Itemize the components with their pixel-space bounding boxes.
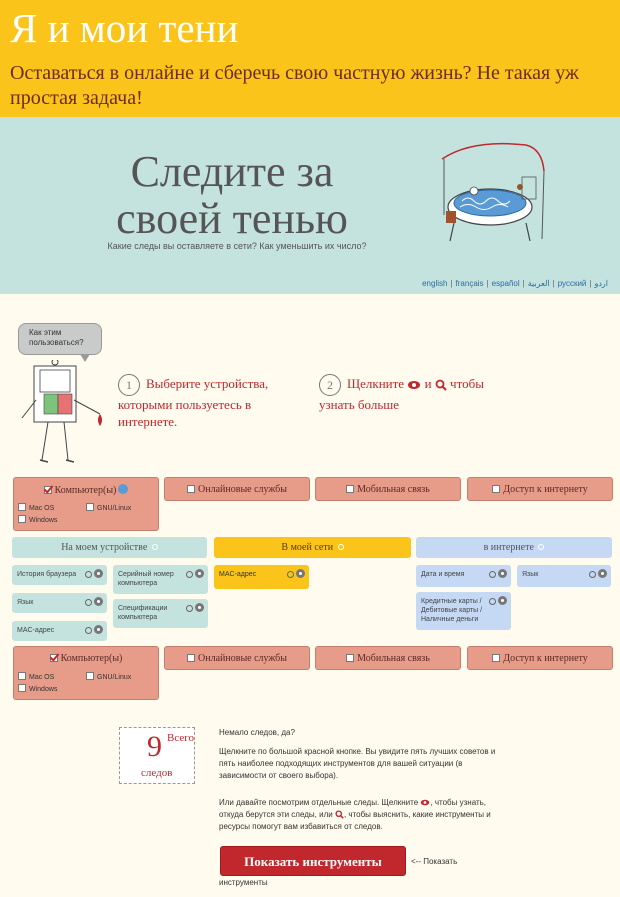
show-tools-hint-word: инструменты [219,878,268,887]
lang-french[interactable]: français [455,279,484,288]
help-line1: Как этим [29,328,62,337]
info-p3-part-c: , чтобы выяснить, какие инструменты и ресурсы помогут вам избавиться от следов. [219,810,491,831]
category-internet[interactable] [416,537,612,558]
macos-label: Mac OS [29,674,55,681]
online-services-label: Онлайновые службы [198,653,287,664]
search-icon[interactable] [186,571,193,578]
step-2-suffix: чтобы [450,375,484,391]
step-1-number: 1 [118,374,140,396]
computers-tab-header [14,484,158,496]
online-services-tab-bottom[interactable] [164,646,310,670]
trace-label-line2: компьютера [118,580,158,587]
eye-icon [407,380,421,390]
search-icon[interactable] [338,544,344,550]
trace-mac-address[interactable] [12,621,107,641]
windows-label: Windows [29,517,58,524]
lang-urdu[interactable]: اردو [594,279,608,288]
site-header [0,0,620,117]
help-line2: пользоваться? [29,337,84,347]
trace-label: MAC-адрес [17,627,55,634]
trace-serial-number[interactable] [113,565,208,594]
os-option-macos-bottom[interactable] [18,672,54,681]
trace-actions [83,569,103,581]
mobile-label: Мобильная связь [357,653,430,664]
macos-label: Mac OS [29,505,55,512]
magnifier-icon [335,810,344,819]
computers-label: Компьютер(ы) [60,653,123,664]
mobile-checkbox[interactable] [346,485,354,493]
info-heading: Немало следов, да? [219,728,295,737]
trace-actions [83,597,103,609]
trace-date-time[interactable] [416,565,511,587]
info-p3-part-b: , чтобы узнать, откуда берутся эти следы, или [219,798,487,819]
lang-separator: | [552,279,555,288]
trace-label-line1: Серийный номер [118,571,174,578]
linux-checkbox[interactable] [86,503,94,511]
eye-icon[interactable] [498,569,507,578]
show-tools-hint-arrow: <-- Показать [411,857,458,866]
step-1-instruction [118,374,278,430]
online-services-header [165,653,309,664]
trace-label: Дата и время [421,571,465,578]
step-1-line2: которыми пользуетесь в [118,397,252,412]
category-my-network[interactable] [214,537,411,558]
trace-label: Язык [522,571,539,578]
category-device-label: На моем устройстве [61,542,148,553]
internet-access-header [468,653,612,664]
eye-icon[interactable] [598,569,607,578]
macos-checkbox[interactable] [18,672,26,680]
internet-access-label: Доступ к интернету [503,653,588,664]
eye-icon[interactable] [498,596,507,605]
step-2-prefix: Щелкните [347,375,405,391]
os-option-linux[interactable] [86,503,131,512]
online-services-checkbox[interactable] [187,485,195,493]
trace-label-line2: Дебитовые карты / [421,607,483,614]
os-option-linux-bottom[interactable] [86,672,131,681]
trace-label-line3: Наличные деньги [421,616,479,623]
trace-label-line1: Спецификации [118,605,168,612]
online-services-label: Онлайновые службы [198,484,287,495]
language-switcher [422,279,608,288]
step-1-line3: интернете. [118,414,178,429]
trace-language[interactable] [12,593,107,613]
online-services-header [165,484,309,495]
eye-icon[interactable] [195,569,204,578]
trace-label-line1: Кредитные карты / [421,598,482,605]
trace-counter [119,727,195,784]
trace-specifications[interactable] [113,599,208,628]
category-network-label: В моей сети [281,542,334,553]
eye-icon[interactable] [195,603,204,612]
trace-count: 9 [147,730,162,763]
trace-count-label: следов [141,767,173,779]
lang-russian[interactable]: русский [557,279,587,288]
site-title[interactable]: Я и мои тени [10,5,239,51]
windows-checkbox[interactable] [18,515,26,523]
mobile-header [316,484,460,495]
trace-actions [587,569,607,581]
lang-separator: | [450,279,453,288]
linux-label: GNU/Linux [97,505,132,512]
search-icon[interactable] [489,598,496,605]
windows-label: Windows [29,686,58,693]
search-icon[interactable] [85,571,92,578]
trace-label-line2: компьютера [118,614,158,621]
search-icon[interactable] [152,544,158,550]
search-icon[interactable] [489,571,496,578]
eye-icon[interactable] [94,597,103,606]
trace-actions [184,603,204,615]
computers-checkbox[interactable] [50,654,58,662]
lang-spanish[interactable]: español [491,279,520,288]
how-to-use-bubble[interactable] [18,323,102,355]
eye-icon[interactable] [94,625,103,634]
hero-title-line1: Следите за [130,147,334,196]
trace-count-word: Всего [167,732,194,744]
online-services-tab[interactable] [164,477,310,501]
internet-access-checkbox[interactable] [492,654,500,662]
show-tools-button[interactable]: Показать инструменты [220,846,406,876]
mobile-header [316,653,460,664]
hero-subtitle: Какие следы вы оставляете в сети? Как уменьшить их число? [107,241,367,251]
internet-access-tab[interactable] [467,477,613,501]
eye-icon[interactable] [296,569,305,578]
character-illustration [18,360,108,468]
lang-separator: | [522,279,525,288]
trace-browser-history[interactable] [12,565,107,585]
hero-title [0,148,464,242]
search-icon[interactable] [538,544,544,550]
trace-actions [285,569,305,581]
trace-label: MAC-адрес [219,571,257,578]
trace-actions [83,625,103,637]
lang-english[interactable]: english [422,279,448,288]
search-icon[interactable] [85,599,92,606]
step-2-and: и [424,375,432,391]
eye-icon[interactable] [118,484,128,494]
trace-actions [487,569,507,581]
hero-banner [0,117,620,294]
macos-checkbox[interactable] [18,503,26,511]
lang-separator: | [589,279,592,288]
os-option-windows-bottom[interactable] [18,684,57,693]
step-1-line1: Выберите устройства, [146,375,269,391]
linux-label: GNU/Linux [97,674,132,681]
step-2-number: 2 [319,374,341,396]
online-services-checkbox[interactable] [187,654,195,662]
info-paragraph-2 [219,797,509,833]
site-subtitle: Оставаться в онлайне и сберечь свою частную жизнь? Не такая уж простая задача! [10,62,579,109]
internet-access-checkbox[interactable] [492,485,500,493]
internet-access-header [468,484,612,495]
os-option-windows[interactable] [18,515,57,524]
magnifier-icon [435,379,447,391]
mobile-label: Мобильная связь [357,484,430,495]
computers-checkbox[interactable] [44,486,52,494]
computers-tab-bottom-header [14,653,158,664]
trace-label: История браузера [17,571,77,578]
computers-label: Компьютер(ы) [54,485,117,496]
trace-actions [487,596,507,608]
info-paragraph-1: Щелкните по большой красной кнопке. Вы увидите пять лучших советов и пять наиболее подходящих инструментов для вашей ситуации (в зависимости от своего выбора). [219,747,496,780]
trace-label: Язык [17,599,34,606]
bathtub-illustration [434,141,552,249]
step-2-line2: узнать больше [319,397,400,412]
mobile-tab-bottom[interactable] [315,646,461,670]
step-2-instruction [319,374,509,413]
mobile-checkbox[interactable] [346,654,354,662]
hero-title-line2: своей тенью [116,194,348,243]
category-on-device[interactable] [12,537,207,558]
internet-access-label: Доступ к интернету [503,484,588,495]
lang-arabic[interactable]: العربية [527,279,550,288]
trace-internet-language[interactable] [517,565,611,587]
info-p3-part-a: Или давайте посмотрим отдельные следы. Щелкните [219,798,419,807]
category-internet-label: в интернете [483,542,534,553]
trace-network-mac-address[interactable] [214,565,309,589]
eye-icon [420,799,430,806]
os-option-macos[interactable] [18,503,54,512]
search-icon[interactable] [85,627,92,634]
linux-checkbox[interactable] [86,672,94,680]
internet-access-tab-bottom[interactable] [467,646,613,670]
mobile-tab[interactable] [315,477,461,501]
trace-payment-cards[interactable] [416,592,511,630]
windows-checkbox[interactable] [18,684,26,692]
search-icon[interactable] [186,605,193,612]
search-icon[interactable] [287,571,294,578]
lang-separator: | [486,279,489,288]
eye-icon[interactable] [94,569,103,578]
trace-actions [184,569,204,581]
search-icon[interactable] [589,571,596,578]
